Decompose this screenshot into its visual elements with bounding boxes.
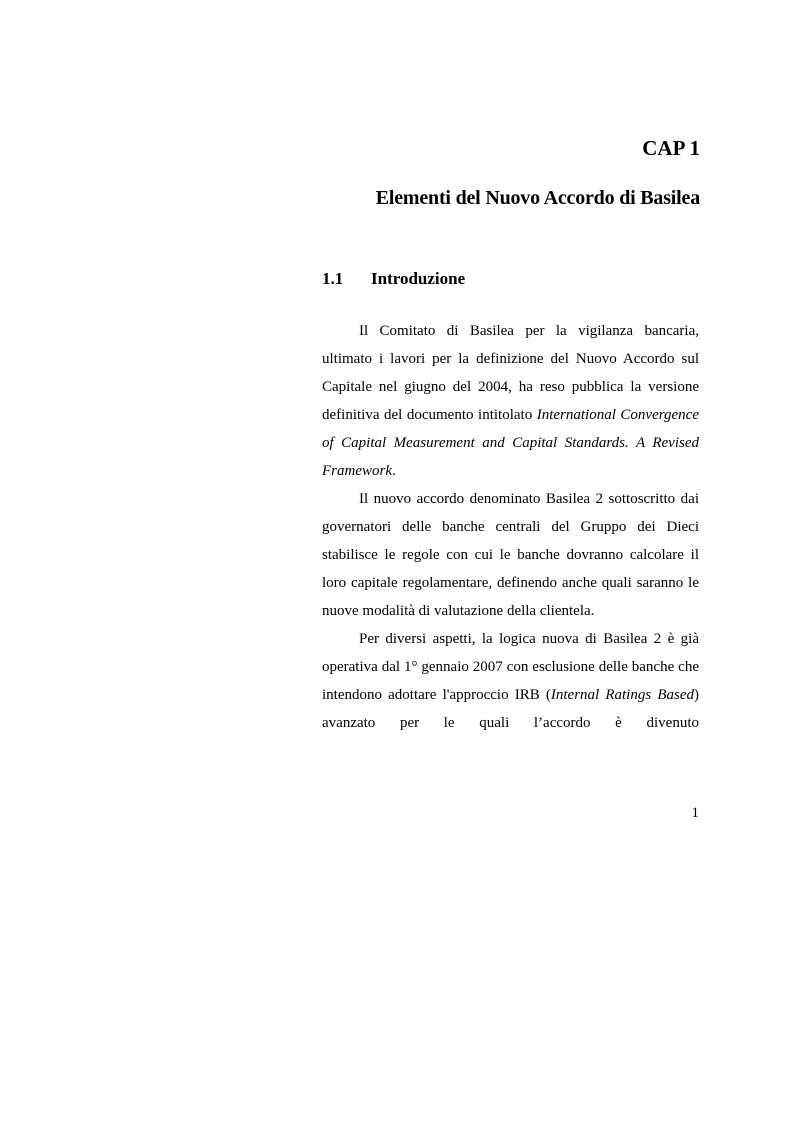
body-text bbox=[322, 317, 699, 737]
section-number: 1.1 bbox=[322, 269, 344, 288]
paragraph-3-text: Per diversi aspetti, la logica nuova di Basilea 2 è già operativa dal 1° gennaio 2007 con esclusione delle banche che intendono adottare l'approccio IRB ( bbox=[322, 631, 699, 703]
chapter-label: CAP 1 bbox=[642, 136, 700, 160]
paragraph-1-end: . bbox=[392, 463, 396, 479]
paragraph-1-italic-title: International Convergence of Capital Measurement and Capital Standards. A Revised Framework bbox=[322, 407, 699, 479]
paragraph-2: Il nuovo accordo denominato Basilea 2 sottoscritto dai governatori delle banche centrali del Gruppo dei Dieci stabilisce le regole con cui le banche dovranno calcolare il loro capitale regolamentare, definendo anche quali saranno le nuove modalità di valutazione della clientela. bbox=[322, 491, 699, 619]
paragraph-3-italic-term: Internal Ratings Based bbox=[550, 687, 694, 703]
chapter-title: Elementi del Nuovo Accordo di Basilea bbox=[375, 187, 700, 209]
paragraph-1-text: Il Comitato di Basilea per la vigilanza bancaria, ultimato i lavori per la definizione del Nuovo Accordo sul Capitale nel giugno del 2004, ha reso pubblica la versione definitiva del documento intitolato bbox=[322, 323, 699, 423]
page-number: 1 bbox=[691, 805, 699, 821]
section-heading bbox=[322, 268, 465, 290]
paragraph-3-end: ) avanzato per le quali l’accordo è divenuto bbox=[322, 687, 699, 731]
paragraph-3 bbox=[322, 625, 699, 737]
section-title: Introduzione bbox=[371, 269, 466, 288]
paragraph-1 bbox=[322, 317, 699, 485]
